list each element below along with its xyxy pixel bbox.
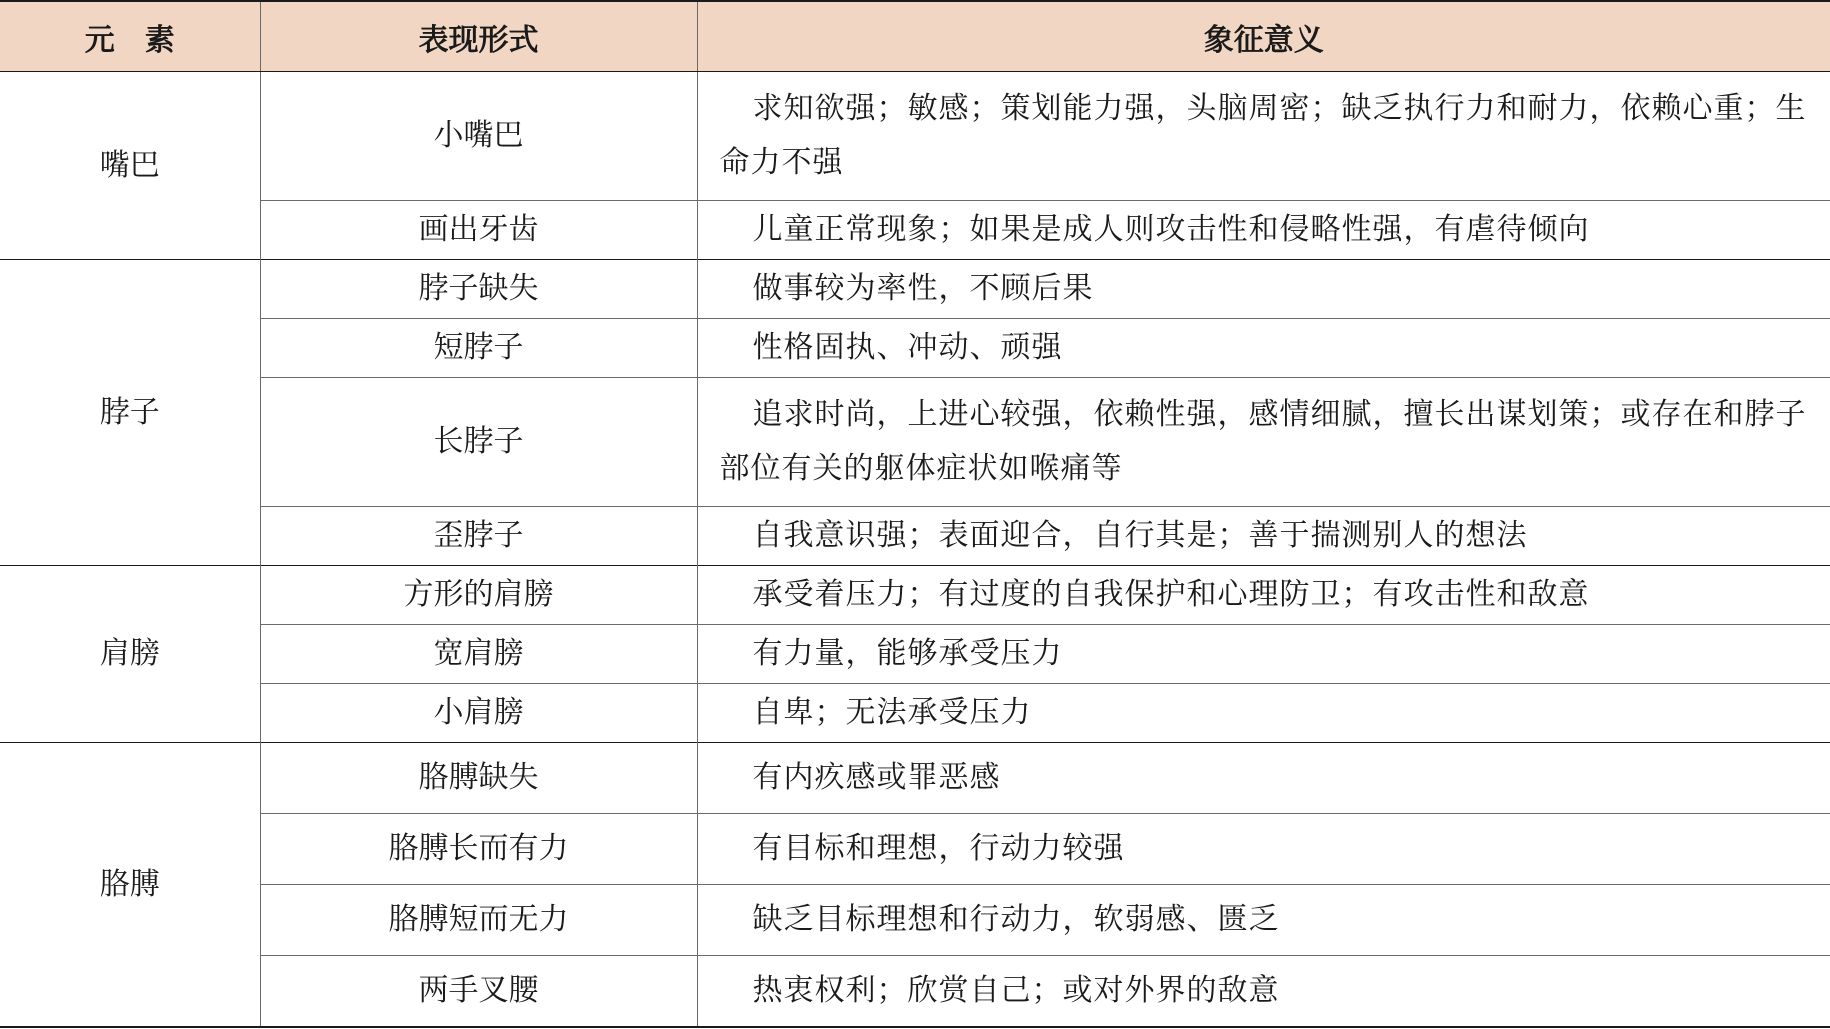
header-element: 元 素 [0,1,260,72]
form-cell: 胳膊长而有力 [260,814,697,885]
meaning-cell: 做事较为率性，不顾后果 [697,260,1830,319]
form-cell: 画出牙齿 [260,201,697,260]
meaning-cell: 自卑；无法承受压力 [697,684,1830,743]
header-meaning: 象征意义 [697,1,1830,72]
meaning-cell: 自我意识强；表面迎合，自行其是；善于揣测别人的想法 [697,507,1830,566]
meaning-cell: 缺乏目标理想和行动力，软弱感、匮乏 [697,885,1830,956]
form-cell: 歪脖子 [260,507,697,566]
element-cell-mouth: 嘴巴 [0,72,260,260]
table-row [0,566,1830,625]
table-header-row [0,1,1830,72]
table-row [0,72,1830,201]
form-cell: 胳膊短而无力 [260,885,697,956]
table-row [0,625,1830,684]
table-row [0,319,1830,378]
meaning-cell: 承受着压力；有过度的自我保护和心理防卫；有攻击性和敌意 [697,566,1830,625]
element-cell-neck: 脖子 [0,260,260,566]
element-cell-arm: 胳膊 [0,743,260,1028]
form-cell: 宽肩膀 [260,625,697,684]
table-row [0,378,1830,507]
element-cell-shoulder: 肩膀 [0,566,260,743]
table-row [0,201,1830,260]
form-cell: 长脖子 [260,378,697,507]
table-row [0,956,1830,1028]
form-cell: 短脖子 [260,319,697,378]
table-row [0,507,1830,566]
meaning-cell: 有目标和理想，行动力较强 [697,814,1830,885]
table-row [0,885,1830,956]
table-row [0,814,1830,885]
form-cell: 小肩膀 [260,684,697,743]
table-row [0,260,1830,319]
form-cell: 胳膊缺失 [260,743,697,814]
header-form: 表现形式 [260,1,697,72]
meaning-cell: 追求时尚，上进心较强，依赖性强，感情细腻，擅长出谋划策；或存在和脖子部位有关的躯体症状如喉痛等 [697,378,1830,507]
form-cell: 小嘴巴 [260,72,697,201]
form-cell: 方形的肩膀 [260,566,697,625]
table-row [0,743,1830,814]
meaning-cell: 有力量，能够承受压力 [697,625,1830,684]
meaning-cell: 性格固执、冲动、顽强 [697,319,1830,378]
table-row [0,684,1830,743]
meaning-cell: 求知欲强；敏感；策划能力强，头脑周密；缺乏执行力和耐力，依赖心重；生命力不强 [697,72,1830,201]
meaning-cell: 有内疚感或罪恶感 [697,743,1830,814]
form-cell: 脖子缺失 [260,260,697,319]
form-cell: 两手叉腰 [260,956,697,1028]
meaning-cell: 热衷权利；欣赏自己；或对外界的敌意 [697,956,1830,1028]
meaning-cell: 儿童正常现象；如果是成人则攻击性和侵略性强，有虐待倾向 [697,201,1830,260]
